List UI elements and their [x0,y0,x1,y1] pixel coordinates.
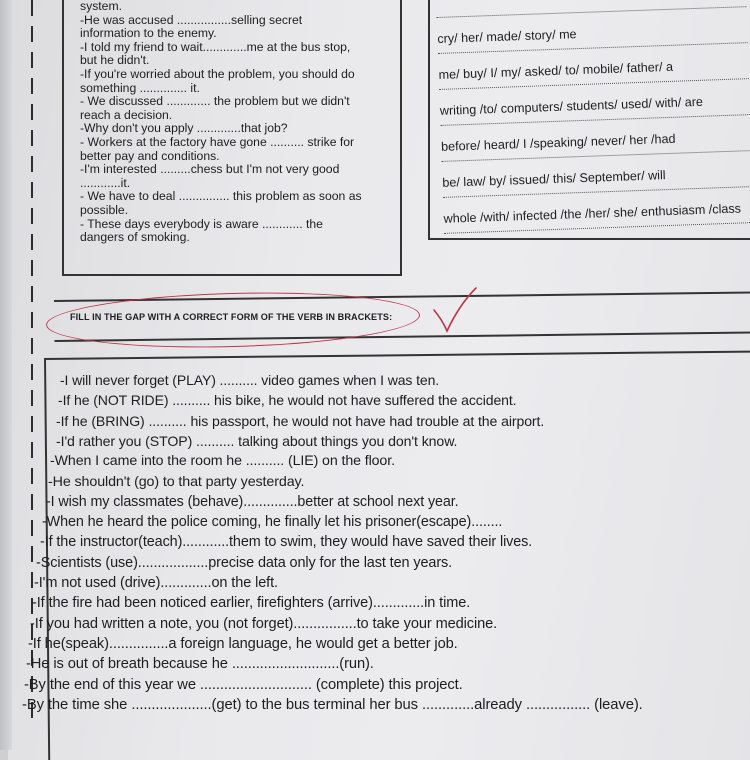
left-line: - We have to deal ............... this problem as soon as [80,189,362,204]
left-line: -If you're worried about the problem, you should do [80,66,355,81]
exercise-sentence: -Scientists (use)..................precise data only for the last ten years. [36,554,453,571]
jumbled-sentence: writing /to/ computers/ students/ used/ with/ are [439,83,750,130]
exercise-sentence: -I wish my classmates (behave)..............better at school next year. [46,493,459,510]
heading-text: THE GAP WITH A CORRECT [101,312,231,323]
heading-text: IN BRACKETS: [323,312,393,323]
exercise-sentence: -I'm not used (drive).............on the left. [34,575,278,591]
exercise-sentence: -By the end of this year we ............................ (complete) this project. [24,676,463,693]
jumbled-sentence: me/ buy/ I/ my/ asked/ to/ mobile/ father/ a [438,47,750,94]
dash-mark [31,78,33,94]
left-line: - Workers at the factory have gone .......... strike for [80,134,355,149]
dash-mark [31,572,33,588]
heading-verb: VERB [297,312,324,323]
exercise-sentence: -When I came into the room he .......... (LIE) on the floor. [50,453,395,470]
jumbled-sentence: be/ law/ by/ issued/ this/ September/ will [442,155,750,202]
page-edge [0,0,12,750]
exercise-sentence: -If he(speak)...............a foreign language, he would get a better job. [28,635,458,652]
left-line: possible. [80,202,129,217]
jumbled-sentence: before/ heard/ I /speaking/ never/ her /had [441,119,750,166]
dash-mark [31,208,33,224]
word-order-exercise [436,0,750,238]
left-line: -Why don't you apply .............that job? [80,121,288,136]
dash-mark [31,234,33,250]
exercise-sentence: -If he (BRING) .......... his passport, he would not have had trouble at the airport. [56,412,545,429]
dash-mark [31,338,33,354]
dash-mark [31,260,33,276]
exercise-sentence: -When he heard the police coming, he finally let his prisoner(escape)........ [42,514,503,531]
left-line: -I'm interested .........chess but I'm not very good [80,162,340,177]
left-line: something .............. it. [80,80,200,95]
exercise-sentence: -If the fire had been noticed earlier, firefighters (arrive).............in time. [32,595,471,612]
heading-text: OF THE [258,312,298,323]
dash-mark [31,104,33,120]
dash-mark [31,442,33,458]
dash-mark [31,26,33,42]
jumbled-sentence: whole /with/ infected /the /her/ she/ enthusiasm /class [443,191,750,238]
dash-mark [31,390,33,406]
red-checkmark-icon [430,286,480,334]
prepositions-exercise [80,0,400,245]
dash-mark [31,468,33,484]
left-line: - We discussed ............. the problem but we didn't [80,94,350,109]
dash-mark [31,312,33,328]
left-line: -I told my friend to wait.............me at the bus stop, [80,39,351,54]
exercise-sentence: -He is out of breath because he ...........................(run). [26,656,374,673]
left-line: system. [80,0,122,13]
dash-mark [31,364,33,380]
exercise-sentence: -If you had written a note, you (not forget)................to take your medicine. [30,615,498,632]
dash-mark [31,0,33,16]
exercise-sentence: -If the instructor(teach)............them to swim, they would have saved their lives. [40,534,533,551]
left-line: ............it. [80,175,131,190]
dash-mark [31,286,33,302]
left-line: but he didn't. [80,53,150,68]
dash-mark [31,156,33,172]
dash-mark [31,520,33,536]
left-line: dangers of smoking. [80,230,190,245]
dash-mark [31,546,33,562]
dash-mark [31,130,33,146]
exercise-sentence: -By the time she ....................(get) to the bus terminal her bus .............already ................ (leave). [22,696,643,713]
jumbled-sentence: cry/ her/ made/ story/ me [437,11,750,58]
exercise-sentence: -If he (NOT RIDE) .......... his bike, he would not have suffered the accident. [58,392,517,409]
exercise-sentence: -I'd rather you (STOP) .......... talking about things you don't know. [56,432,458,449]
dash-mark [31,494,33,510]
heading-form: FORM [230,312,259,323]
left-line: - These days everybody is aware ............ the [80,216,323,231]
exercise-sentence: -I will never forget (PLAY) .......... video games when I was ten. [60,372,440,388]
dash-mark [31,52,33,68]
left-line: information to the enemy. [80,26,217,41]
left-line: reach a decision. [80,107,173,122]
exercise-sentence: -He shouldn't (go) to that party yesterday. [48,473,305,490]
heading-fill-in: FILL IN [70,312,102,323]
left-line: better pay and conditions. [80,148,220,163]
left-line: -He was accused ................selling secret [80,12,303,27]
dash-mark [31,416,33,432]
dash-mark [31,182,33,198]
